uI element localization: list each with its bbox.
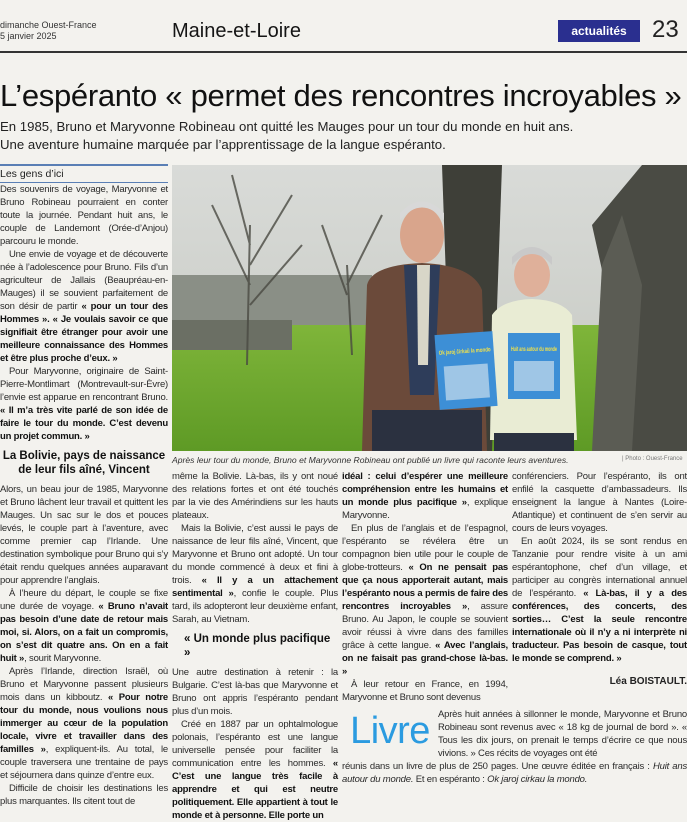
body-text: Après l’Irlande, direction Israël, où Bruno et Maryvonne passent plusieurs mois dans un kibboutz. xyxy=(0,666,168,703)
dateline-date: 5 janvier 2025 xyxy=(0,31,57,41)
dateline xyxy=(0,20,97,42)
body-text: Huit ans autour du monde. xyxy=(342,761,687,785)
photo-couple-with-books xyxy=(172,165,687,451)
body-text: , explique Maryvonne. xyxy=(342,497,508,521)
quote-text: « Avec l’anglais, on ne faisait pas grand-chose là-bas. » xyxy=(342,640,508,677)
column-4-body xyxy=(512,470,687,665)
byline: Léa BOISTAULT. xyxy=(609,676,687,687)
quote-text: « Il m’a très vite parlé de son idée de faire le tour du monde. C’est devenu un projet commun. » xyxy=(0,405,168,442)
body-text: La Bolivie, pays de naissance de leur fils aîné, Vincent xyxy=(2,450,166,476)
photo-credit: | Photo : Ouest-France xyxy=(622,456,683,462)
paragraph xyxy=(0,248,168,365)
paragraph xyxy=(172,470,338,522)
photo-caption: Après leur tour du monde, Bruno et Maryvonne Robineau ont publié un livre qui raconte leurs aventures. xyxy=(172,455,569,465)
body-text: , confie le couple. Plus tard, ils adopteront leur deuxième enfant, Sarah, au Vietnam. xyxy=(172,588,338,625)
intertitle xyxy=(184,632,338,660)
body-text: réunis dans un livre de plus de 250 pages. Une œuvre éditée en français : xyxy=(342,761,653,772)
standfirst xyxy=(0,118,687,154)
body-text: Difficile de choisir les destinations les plus marquantes. Ils citent tout de xyxy=(0,783,168,807)
body-text: Des souvenirs de voyage, Maryvonne et Bruno Robineau pourraient en conter toute la journée. Pendant huit ans, le couple de Landemont (Orée-d’Anjou) parcouru le monde. xyxy=(0,184,168,247)
standfirst-line: Une aventure humaine marquée par l’apprentissage de la langue espéranto. xyxy=(0,137,446,152)
paragraph xyxy=(0,587,168,665)
paragraph xyxy=(342,522,508,678)
body-text: Ok jaroj cirkau la mondo. xyxy=(487,774,588,785)
body-text: conférenciers. Pour l’espéranto, ils ont enfilé la casquette d’ambassadeurs. Ils enseignent la langue à Nantes (Loire-Atlantique) et continuent de s’en servir au cours de leurs voyages. xyxy=(512,471,687,534)
body-text: À leur retour en France, en 1994, Maryvonne et Bruno sont devenus xyxy=(342,679,508,703)
paragraph xyxy=(0,782,168,808)
headline: L’espéranto « permet des rencontres incroyables » xyxy=(0,78,682,113)
header-rule xyxy=(0,51,687,53)
quote-text: « Là-bas, il y a des conférences, des concerts, des sorties… C’est la seule rencontre internationale où il n’y a ni interprète ni traducteur. Pas besoin de casque, tout le monde se comprend. » xyxy=(512,588,687,664)
body-text: Après huit années à sillonner le monde, Maryvonne et Bruno Robineau sont revenus avec « 18 kg de journal de bord ». « Tous les dix jours, on prenait le temps d’écrire ce que nous vivions. » Ces récits de voyages ont été xyxy=(438,709,687,759)
intertitle xyxy=(0,449,168,477)
body-text: Et en espéranto : xyxy=(413,774,488,785)
paragraph xyxy=(0,365,168,443)
paragraph xyxy=(172,718,338,822)
book-french xyxy=(508,333,560,399)
paragraph xyxy=(342,678,508,704)
standfirst-line: En 1985, Bruno et Maryvonne Robineau ont quitté les Mauges pour un tour du monde en huit ans. xyxy=(0,119,574,134)
paragraph xyxy=(512,470,687,535)
quote-text: « C’est une langue très facile à apprendre et qui est neutre politiquement. Elle appartient à tout le monde et à personne. Elle porte un xyxy=(172,758,338,821)
rubric-badge: actualités xyxy=(558,20,640,42)
quote-text: « Bruno n’avait pas besoin d’une date de retour mais moi, si. Alors, on a fait un compromis, on s’est dit quatre ans. On en a fait huit » xyxy=(0,601,168,664)
quote-text: « Pour notre tour du monde, nous voulions nous immerger au cœur de la population locale, vivre et travailler dans des familles » xyxy=(0,692,168,755)
book-esperanto xyxy=(434,331,509,410)
article-column-4 xyxy=(512,470,687,688)
body-text: En plus de l’anglais et de l’espagnol, l’espéranto se révélera être un compagnon bien utile pour le couple de globe-trotteurs. xyxy=(342,523,508,573)
box-title: Livre xyxy=(350,710,430,752)
article-column-1 xyxy=(0,183,168,808)
kicker: Les gens d’ici xyxy=(0,164,168,183)
book-title-esperanto: Ok jaroj ĉirkaŭ la mondo xyxy=(438,345,509,357)
body-text: Pour Maryvonne, originaire de Saint-Pierre-Montlimart (Montrevault-sur-Èvre) l’envie est apparue en rencontrant Bruno. xyxy=(0,366,168,403)
article-column-3 xyxy=(342,470,508,704)
quote-text: « On ne pensait pas que ça nous apporterait autant, mais l’espéranto nous a permis de faire des rencontres incroyables » xyxy=(342,562,508,612)
paragraph xyxy=(0,665,168,782)
article-photo xyxy=(172,165,687,451)
body-text: À l’heure du départ, le couple se fixe une durée de voyage. xyxy=(0,588,168,612)
body-text: « Un monde plus pacifique » xyxy=(184,633,331,659)
quote-text: idéal : celui d’espérer une meilleure compréhension entre les humains et un monde plus pacifique » xyxy=(342,471,508,508)
paragraph xyxy=(0,483,168,587)
body-text: Une autre destination à retenir : la Bulgarie. C’est là-bas que Maryvonne et Bruno ont appris l’espéranto pendant plus d’un mois. xyxy=(172,667,338,717)
paragraph xyxy=(172,522,338,626)
body-text: , sourit Maryvonne. xyxy=(24,653,102,664)
box-text-bottom xyxy=(342,760,687,786)
paragraph xyxy=(342,470,508,522)
paragraph xyxy=(512,535,687,665)
book-box xyxy=(342,708,687,786)
page-number: 23 xyxy=(652,16,679,43)
paragraph xyxy=(0,183,168,248)
quote-text: « pour un tour des Hommes ». « Je voulais savoir ce que signifiait être étranger pour avoir une meilleure connaissance des Hommes et être plus proche d’eux. » xyxy=(0,301,168,364)
book-title-french: Huit ans autour du monde xyxy=(511,347,558,353)
body-text: Créé en 1887 par un ophtalmologue polonais, l’espéranto est une langue universelle pensée pour faciliter la communication entre les hommes. xyxy=(172,719,338,769)
section-title: Maine-et-Loire xyxy=(172,20,301,42)
dateline-paper: dimanche Ouest-France xyxy=(0,20,97,30)
body-text: même la Bolivie. Là-bas, ils y ont noué des relations fortes et ont été touchés par la vie des Amérindiens sur les hauts plateaux. xyxy=(172,471,338,521)
body-text: En août 2024, ils se sont rendus en Tanzanie pour rendre visite à un ami espérantophone, chef d’un village, et participer au congrès international annuel de l’espéranto. xyxy=(512,536,687,599)
quote-text: « Il y a un attachement sentimental » xyxy=(172,575,338,599)
body-text: Une envie de voyage et de découverte née à l’adolescence pour Bruno. Fils d’un agriculteur de Jallais (Beaupréau-en-Mauges) il se souvient parfaitement de son désir de partir xyxy=(0,249,168,312)
paragraph xyxy=(342,760,687,786)
article-column-2 xyxy=(172,470,338,822)
paragraph xyxy=(172,666,338,718)
body-text: , expliquent-ils. Au total, le couple traversera une trentaine de pays et séjournera dans quinze d’entre eux. xyxy=(0,744,168,781)
body-text: , assure Bruno. Au Japon, le couple se souvient avoir réussi à vivre dans des familles grâce à cette langue. xyxy=(342,601,508,651)
body-text: Alors, un beau jour de 1985, Maryvonne et Bruno lâchent leur travail et quittent les Mauges. Un sac sur le dos et pouces levés, le couple part à l’aventure, avec comme premier cap l’Irlande. Une destination symbolique pour Bruno qui s’y était rendu quelques années auparavant pour apprendre l’anglais. xyxy=(0,484,168,586)
body-text: Mais la Bolivie, c’est aussi le pays de naissance de leur fils aîné, Vincent, que Maryvonne et Bruno ont adopté. Un tour du monde commencé à deux et fini à trois. xyxy=(172,523,338,586)
